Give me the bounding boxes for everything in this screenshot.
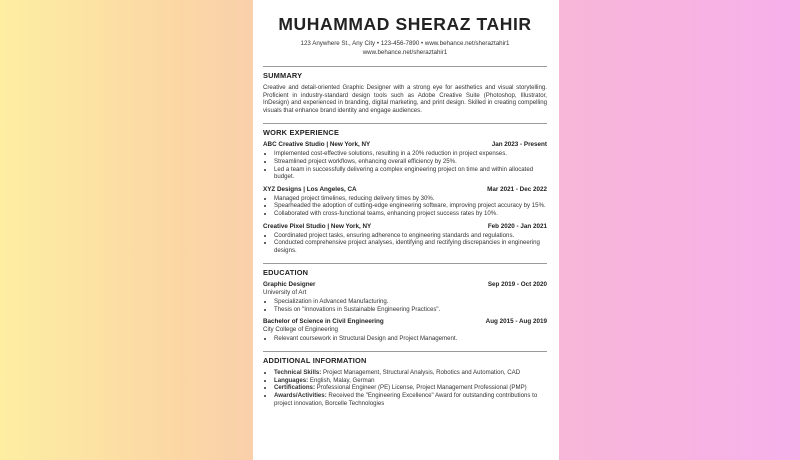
resume-page (253, 0, 559, 460)
contact-website: www.behance.net/sheraztahir1 (362, 49, 448, 56)
education-entry (263, 318, 547, 342)
education-bullet: • Relevant coursework in Structural Design and Project Management. (274, 335, 547, 343)
info-text: Project Management, Structural Analysis, Robotics and Automation, CAD (321, 369, 521, 377)
info-text: Professional Engineer (PE) License, Project Management Professional (PMP) (314, 384, 527, 392)
info-label: Languages: (274, 376, 309, 384)
section-title: ADDITIONAL INFORMATION (263, 356, 367, 366)
education-dates: Aug 2015 - Aug 2019 (485, 318, 547, 326)
job-company: Creative Pixel Studio | New York, NY (263, 222, 372, 230)
summary-text: Creative and detail-oriented Graphic Designer with a strong eye for aesthetics and visual storytelling. Proficient in industry-standard design tools such as Adobe Creative Suite (Photoshop, Illustrator, InDesign) and experienced in branding, digital marketing, and print design. Skilled in creating compelling visuals that enhance brand identity and engage audiences. (263, 84, 547, 114)
section-title: SUMMARY (263, 71, 303, 80)
job-dates: Mar 2021 - Dec 2022 (487, 185, 547, 193)
school-name: University of Art (263, 289, 307, 297)
job-bullet: • Coordinated project tasks, ensuring adherence to engineering standards and regulations. (274, 232, 547, 240)
school-name: City College of Engineering (263, 326, 338, 334)
job-bullet: • Led a team in successfully delivering a complex engineering project on time and within allocated budget. (274, 166, 547, 181)
job-company: ABC Creative Studio | New York, NY (263, 141, 371, 149)
info-item (274, 377, 547, 385)
degree-title: Graphic Designer (263, 281, 316, 289)
summary-section (263, 66, 547, 114)
education-section (263, 263, 547, 342)
job-entry (263, 223, 547, 255)
education-bullet: • Specialization in Advanced Manufacturing. (274, 298, 547, 306)
info-label: Awards/Activities: (274, 392, 327, 400)
info-item (274, 369, 547, 377)
contact-line: 123 Anywhere St., Any City • 123-456-7890 • www.behance.net/sheraztahir1 (300, 40, 510, 47)
work-experience-section (263, 123, 547, 254)
info-label: Certifications: (274, 384, 315, 392)
job-bullet: • Spearheaded the adoption of cutting-edge engineering software, improving project accuracy by 15%. (274, 202, 547, 210)
contact-info (263, 39, 547, 57)
job-entry (263, 186, 547, 218)
info-item (274, 392, 547, 407)
info-text: Received the "Engineering Excellence" Award for outstanding contributions to project innovation, Borcelle Technologies (274, 392, 538, 407)
candidate-name: MUHAMMAD SHERAZ TAHIR (278, 14, 532, 34)
job-company: XYZ Designs | Los Angeles, CA (263, 185, 357, 193)
job-bullet: • Conducted comprehensive project analyses, identifying and rectifying discrepancies in engineering designs. (274, 239, 547, 254)
section-title: EDUCATION (263, 268, 309, 278)
job-bullet: • Streamlined project workflows, enhancing overall efficiency by 25%. (274, 158, 547, 166)
education-entry (263, 281, 547, 313)
education-bullet: • Thesis on "Innovations in Sustainable Engineering Practices". (274, 306, 547, 314)
section-title: WORK EXPERIENCE (263, 128, 340, 138)
job-dates: Feb 2020 - Jan 2021 (487, 222, 547, 230)
degree-title: Bachelor of Science in Civil Engineering (263, 318, 384, 326)
job-entry (263, 141, 547, 180)
additional-info-section (263, 351, 547, 407)
info-label: Technical Skills: (274, 369, 322, 377)
education-dates: Sep 2019 - Oct 2020 (487, 281, 547, 289)
info-item (274, 384, 547, 392)
job-bullet: • Managed project timelines, reducing delivery times by 30%. (274, 195, 547, 203)
info-text: English, Malay, German (308, 376, 375, 384)
job-dates: Jan 2023 - Present (491, 141, 547, 149)
job-bullet: • Collaborated with cross-functional teams, enhancing project success rates by 10%. (274, 210, 547, 218)
job-bullet: • Implemented cost-effective solutions, resulting in a 20% reduction in project expenses. (274, 150, 547, 158)
